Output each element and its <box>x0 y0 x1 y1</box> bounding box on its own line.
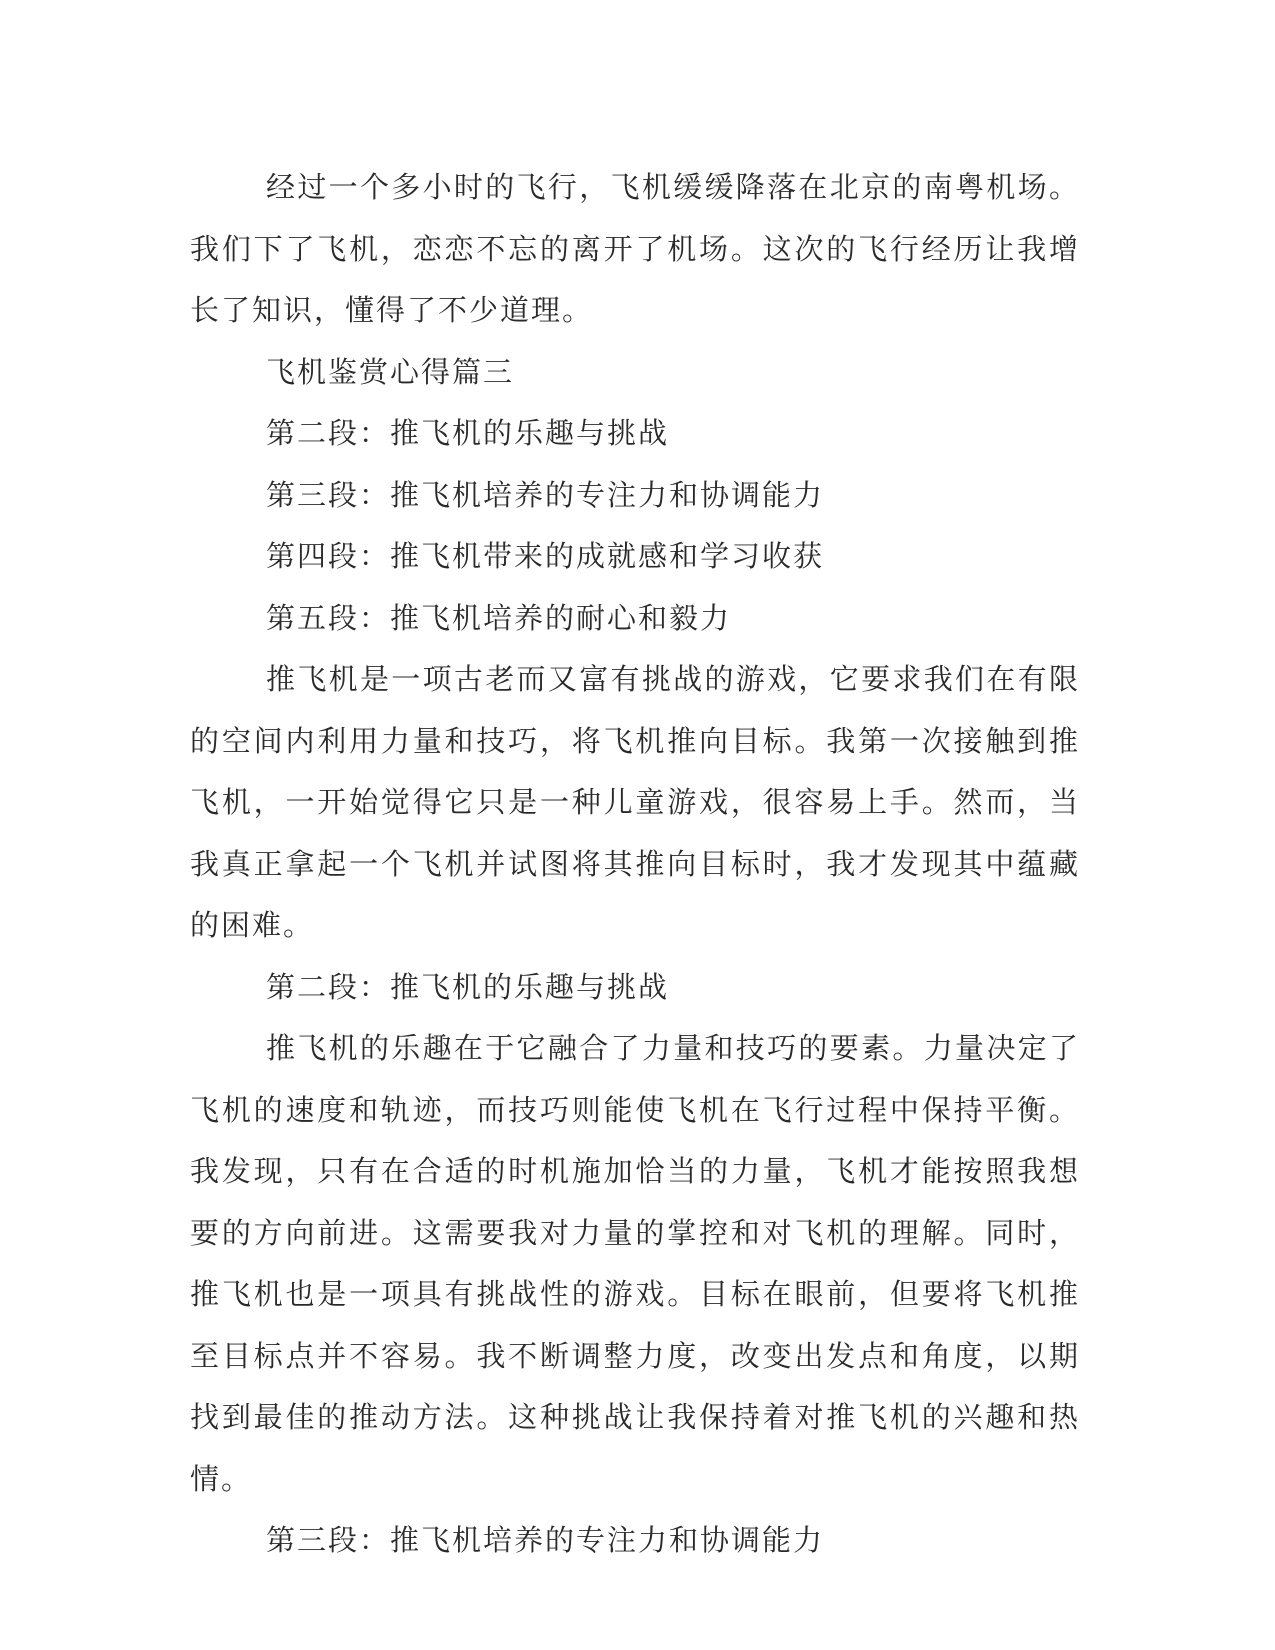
section-heading-3: 第三段：推飞机培养的专注力和协调能力 <box>266 1523 825 1557</box>
article-title: 飞机鉴赏心得篇三 <box>266 354 515 389</box>
document-body <box>190 157 1080 1572</box>
paragraph-intro: 推飞机是一项古老而又富有挑战的游戏，它要求我们在有限的空间内利用力量和技巧，将飞机推向目标。我第一次接触到推飞机，一开始觉得它只是一种儿童游戏，很容易上手。然而，当我真正拿起一个飞机并试图将其推向目标时，我才发现其中蕴藏的困难。 <box>190 662 1080 942</box>
paragraph-fun-challenge: 推飞机的乐趣在于它融合了力量和技巧的要素。力量决定了飞机的速度和轨迹，而技巧则能使飞机在飞行过程中保持平衡。我发现，只有在合适的时机施加恰当的力量，飞机才能按照我想要的方向前进。这需要我对力量的掌控和对飞机的理解。同时，推飞机也是一项具有挑战性的游戏。目标在眼前，但要将飞机推至目标点并不容易。我不断调整力度，改变出发点和角度，以期找到最佳的推动方法。这种挑战让我保持着对推飞机的兴趣和热情。 <box>190 1031 1080 1496</box>
outline-heading-2: 第二段：推飞机的乐趣与挑战 <box>266 416 670 450</box>
outline-heading-3: 第三段：推飞机培养的专注力和协调能力 <box>266 477 825 512</box>
outline-heading-4: 第四段：推飞机带来的成就感和学习收获 <box>266 539 825 573</box>
section-heading-2: 第二段：推飞机的乐趣与挑战 <box>266 969 670 1004</box>
paragraph-landing: 经过一个多小时的飞行，飞机缓缓降落在北京的南粤机场。我们下了飞机，恋恋不忘的离开了机场。这次的飞行经历让我增长了知识，懂得了不少道理。 <box>190 170 1080 327</box>
outline-heading-5: 第五段：推飞机培养的耐心和毅力 <box>266 600 732 635</box>
